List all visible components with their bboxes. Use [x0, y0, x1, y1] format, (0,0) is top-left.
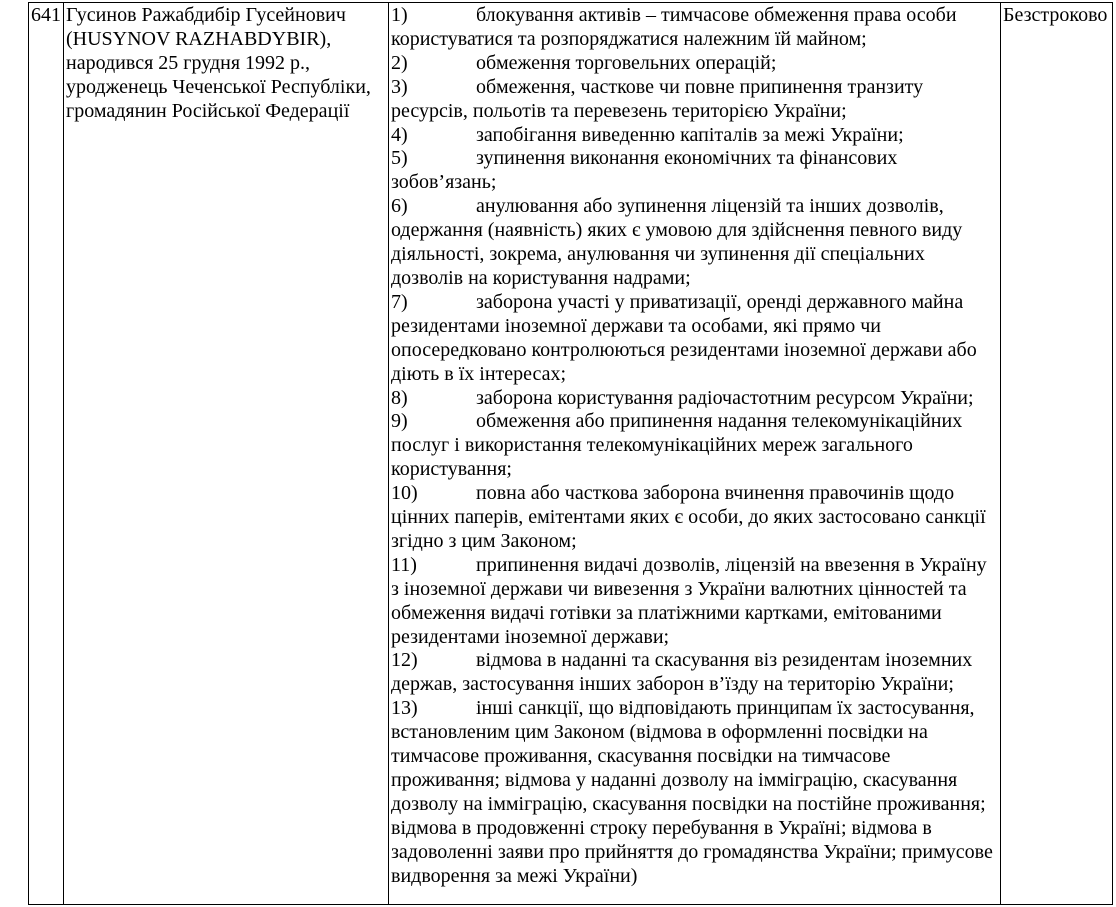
duration-text: Безстроково [1003, 4, 1108, 26]
sanction-item [391, 649, 998, 697]
person-info: Гусинов Ражабдибір Гусейнович (HUSYNOV RAZHABDYBIR), народився 25 грудня 1992 р., уродженець Чеченської Республіки, громадянин Російської Федерації [66, 4, 371, 122]
sanctions-cell [389, 3, 1001, 905]
sanction-number: 1) [391, 4, 408, 26]
sanction-number: 3) [391, 75, 408, 98]
sanction-text: обмеження або припинення надання телекомунікаційних послуг і використання телекомунікаційних мереж загального користування; [391, 410, 963, 481]
sanction-item [391, 387, 998, 411]
sanction-text: обмеження, часткове чи повне припинення транзиту ресурсів, польотів та перевезень територією України; [391, 75, 924, 122]
sanction-number: 12) [391, 649, 418, 672]
sanction-item [391, 697, 998, 888]
sanction-item [391, 291, 998, 387]
sanction-number: 5) [391, 147, 408, 170]
duration-cell [1001, 3, 1113, 905]
sanction-number: 7) [391, 290, 408, 313]
sanction-item [391, 4, 998, 52]
sanction-text: анулювання або зупинення ліцензій та інших дозволів, одержання (наявність) яких є умовою для здійснення певного виду діяльності, зокрема, анулювання чи зупинення дії спеціальних дозволів на користування надрами; [391, 195, 963, 289]
sanction-item [391, 147, 998, 195]
sanction-text: зупинення виконання економічних та фінансових зобов’язань; [391, 147, 898, 194]
sanction-number: 10) [391, 482, 418, 505]
sanction-number: 8) [391, 386, 408, 409]
row-number: 641 [31, 4, 61, 26]
sanction-number: 4) [391, 123, 408, 146]
sanctions-table [28, 2, 1113, 905]
sanction-item [391, 195, 998, 291]
sanction-item [391, 124, 998, 148]
sanction-text: припинення видачі дозволів, ліцензій на ввезення в Україну з іноземної держави чи вивезення з України валютних цінностей та обмеження видачі готівки за платіжними картками, емітованими резидентами іноземної держави; [391, 553, 987, 648]
sanction-number: 6) [391, 195, 408, 218]
sanction-text: інші санкції, що відповідають принципам їх застосування, встановленим цим Законом (відмова в оформленні посвідки на тимчасове проживання, скасування посвідки на тимчасове проживання; відмова у наданні дозволу на імміграцію, скасування дозволу на імміграцію, скасування посвідки на постійне проживання; відмова в продовженні строку перебування в Україні; відмова в задоволенні заяви про прийняття до громадянства України; примусове видворення за межі України) [391, 697, 993, 887]
row-number-cell [29, 3, 64, 905]
sanction-number: 2) [391, 51, 408, 74]
sanction-item [391, 52, 998, 76]
sanction-text: заборона участі у приватизації, оренді державного майна резидентами іноземної держави та особами, які прямо чи опосередковано контролюються резидентами іноземної держави або діють в їх інтересах; [391, 290, 977, 385]
sanction-item [391, 76, 998, 124]
sanction-text: заборона користування радіочастотним ресурсом України; [476, 386, 974, 409]
sanction-text: повна або часткова заборона вчинення правочинів щодо цінних паперів, емітентами яких є особи, до яких застосовано санкції згідно з цим Законом; [391, 482, 986, 552]
sanction-item [391, 482, 998, 554]
sanction-number: 9) [391, 410, 408, 433]
sanction-item [391, 410, 998, 482]
sanction-item [391, 554, 998, 650]
sanction-number: 11) [391, 553, 417, 576]
sanction-text: запобігання виведенню капіталів за межі України; [476, 123, 904, 146]
sanction-number: 13) [391, 697, 418, 720]
table-row [29, 3, 1113, 905]
sanction-text: блокування активів – тимчасове обмеження права особи користуватися та розпоряджатися належним їй майном; [391, 4, 957, 50]
sanction-text: обмеження торговельних операцій; [476, 51, 777, 74]
sanction-text: відмова в наданні та скасування віз резидентам іноземних держав, застосування інших заборон в’їзду на територію України; [391, 649, 973, 696]
person-cell [64, 3, 389, 905]
